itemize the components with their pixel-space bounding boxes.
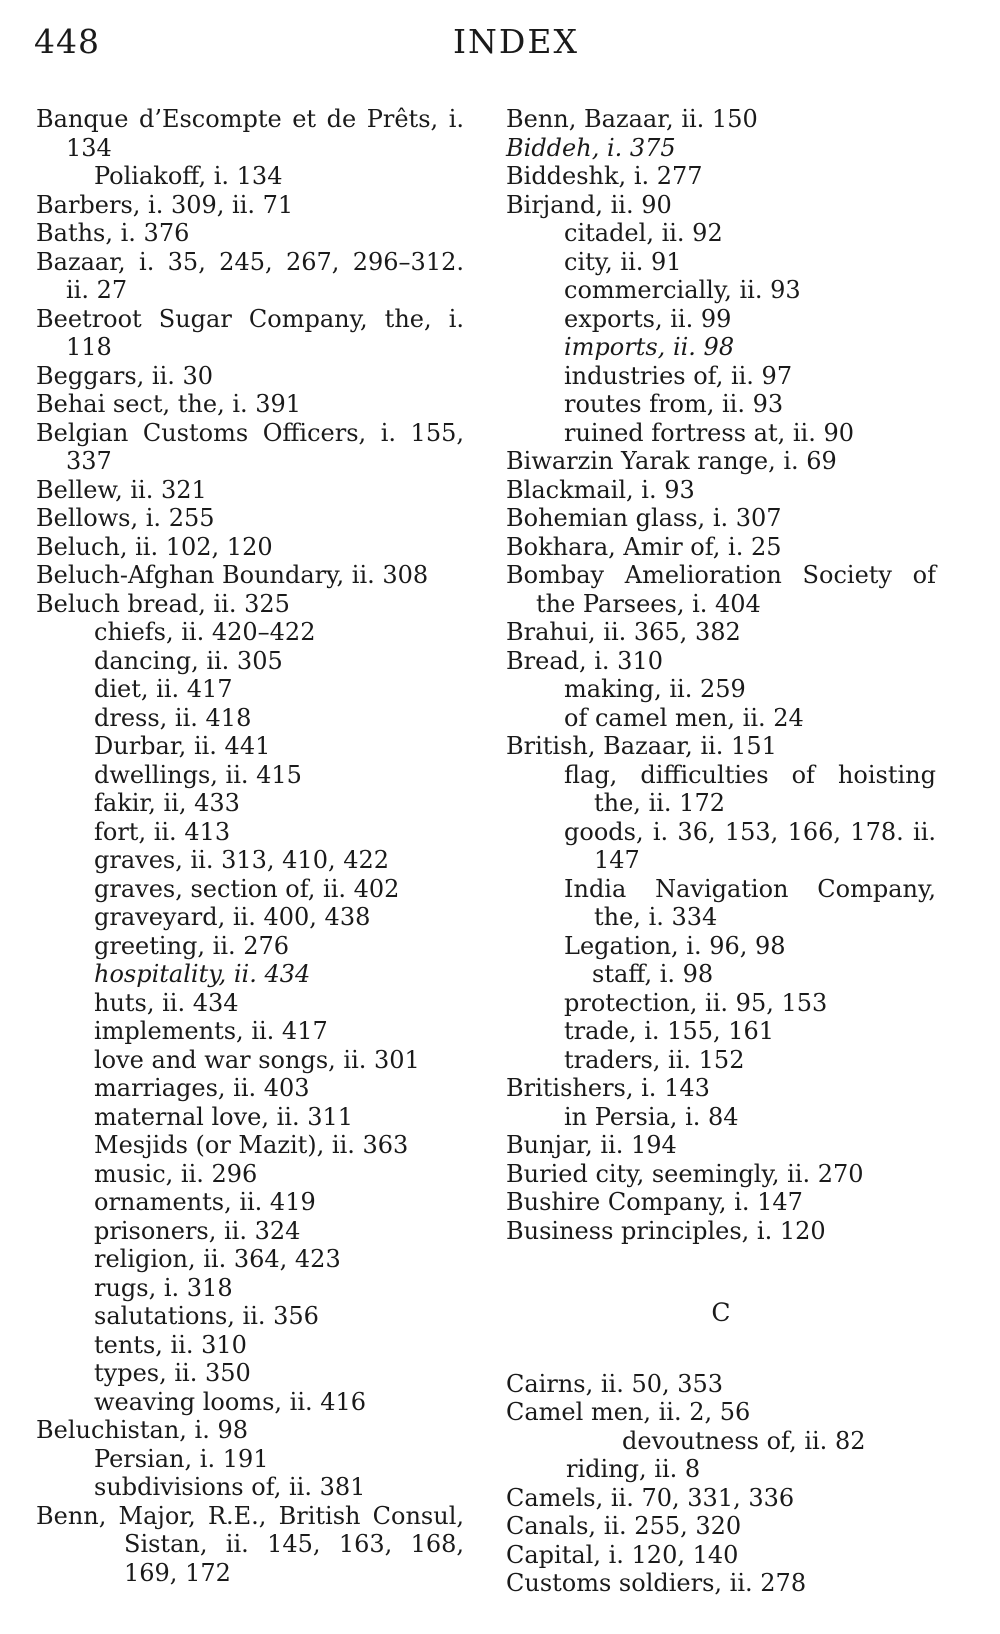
page-number: 448 (34, 22, 100, 61)
index-subentry: chiefs, ii. 420–422 (94, 618, 316, 646)
index-subentry: prisoners, ii. 324 (94, 1216, 301, 1245)
section-heading: C (711, 1298, 731, 1327)
index-subentry: traders, ii. 152 (564, 1045, 745, 1074)
index-entry: Britishers, i. 143 (506, 1074, 710, 1102)
index-subentry: ornaments, ii. 419 (94, 1188, 316, 1216)
index-entry: Beetroot Sugar Company, the, i. 118 (36, 304, 464, 361)
index-subentry: dancing, ii. 305 (94, 646, 283, 675)
index-entry: Bohemian glass, i. 307 (506, 504, 782, 532)
index-subentry: hospitality, ii. 434 (94, 960, 311, 988)
index-entry: Business principles, i. 120 (506, 1216, 826, 1245)
index-entry: Baths, i. 376 (36, 219, 190, 247)
index-entry: Bushire Company, i. 147 (506, 1188, 803, 1216)
index-subentry: implements, ii. 417 (94, 1017, 328, 1045)
index-subentry: tents, ii. 310 (94, 1330, 247, 1359)
index-entry: British, Bazaar, ii. 151 (506, 732, 777, 760)
index-column-left (36, 105, 464, 1587)
index-subentry: dress, ii. 418 (94, 703, 252, 732)
index-subentry: love and war songs, ii. 301 (94, 1045, 420, 1074)
index-entry: Canals, ii. 255, 320 (506, 1512, 742, 1540)
index-subentry: in Persia, i. 84 (564, 1102, 739, 1131)
index-subentry: routes from, ii. 93 (564, 390, 784, 418)
index-subentry: Legation, i. 96, 98 (564, 931, 786, 960)
index-entry: Beluch bread, ii. 325 (36, 589, 290, 618)
index-entry: Beluch, ii. 102, 120 (36, 532, 273, 561)
index-entry: Buried city, seemingly, ii. 270 (506, 1159, 864, 1188)
index-subentry: commercially, ii. 93 (564, 276, 801, 304)
index-subentry: imports, ii. 98 (564, 333, 735, 361)
index-subentry: making, ii. 259 (564, 675, 746, 703)
index-entry: Bread, i. 310 (506, 646, 663, 675)
index-subentry: staff, i. 98 (592, 960, 714, 988)
index-subentry: graves, ii. 313, 410, 422 (94, 846, 390, 874)
index-entry: Barbers, i. 309, ii. 71 (36, 190, 294, 219)
index-subentry: marriages, ii. 403 (94, 1074, 310, 1102)
index-column-right (506, 105, 936, 1598)
index-subentry: religion, ii. 364, 423 (94, 1245, 341, 1273)
index-subentry: fort, ii. 413 (94, 817, 231, 846)
index-entry: Benn, Major, R.E., British Consul, Sistan, ii. 145, 163, 168, 169, 172 (36, 1501, 464, 1587)
index-entry: Customs soldiers, ii. 278 (506, 1569, 807, 1597)
index-subentry: Durbar, ii. 441 (94, 732, 271, 760)
index-subentry: ruined fortress at, ii. 90 (564, 418, 855, 447)
index-subentry: trade, i. 155, 161 (564, 1017, 775, 1045)
index-subentry: India Navigation Company, the, i. 334 (564, 874, 936, 931)
index-entry: Bazaar, i. 35, 245, 267, 296–312. ii. 27 (36, 247, 464, 304)
index-subentry: citadel, ii. 92 (564, 219, 723, 247)
index-entry: Belgian Customs Officers, i. 155, 337 (36, 418, 464, 475)
index-entry: Camels, ii. 70, 331, 336 (506, 1483, 795, 1512)
index-entry: Beggars, ii. 30 (36, 361, 214, 390)
index-entry: Bellew, ii. 321 (36, 475, 207, 504)
index-subentry: graves, section of, ii. 402 (94, 874, 400, 903)
index-subentry: salutations, ii. 356 (94, 1302, 319, 1330)
index-entry: Bellows, i. 255 (36, 504, 215, 532)
index-subentry: exports, ii. 99 (564, 304, 732, 333)
index-entry: Biwarzin Yarak range, i. 69 (506, 447, 837, 475)
index-entry: Biddeh, i. 375 (506, 133, 676, 162)
index-entry: Bombay Amelioration Society of the Parsees, i. 404 (506, 561, 936, 618)
index-entry: Bunjar, ii. 194 (506, 1131, 677, 1159)
index-entry: Behai sect, the, i. 391 (36, 390, 302, 418)
index-entry: Brahui, ii. 365, 382 (506, 618, 741, 646)
index-entry: Cairns, ii. 50, 353 (506, 1369, 724, 1398)
index-entry: Birjand, ii. 90 (506, 190, 672, 219)
index-entry: Banque d’Escompte et de Prêts, i. 134 (36, 105, 464, 162)
index-subentry: protection, ii. 95, 153 (564, 988, 828, 1017)
index-subentry: devoutness of, ii. 82 (622, 1426, 866, 1455)
index-subentry: graveyard, ii. 400, 438 (94, 903, 371, 931)
index-subentry: weaving looms, ii. 416 (94, 1387, 367, 1416)
index-entry: Capital, i. 120, 140 (506, 1540, 739, 1569)
index-subentry: industries of, ii. 97 (564, 361, 793, 390)
index-subentry: types, ii. 350 (94, 1359, 251, 1387)
index-subentry: greeting, ii. 276 (94, 931, 290, 960)
index-subentry: maternal love, ii. 311 (94, 1102, 354, 1131)
index-subentry: dwellings, ii. 415 (94, 760, 302, 789)
index-subentry: of camel men, ii. 24 (564, 703, 804, 732)
index-subentry: rugs, i. 318 (94, 1273, 233, 1302)
index-subentry: huts, ii. 434 (94, 988, 239, 1017)
index-subentry: Mesjids (or Mazit), ii. 363 (94, 1131, 409, 1159)
index-subentry: diet, ii. 417 (94, 675, 233, 703)
index-entry: Beluch-Afghan Boundary, ii. 308 (36, 561, 429, 589)
index-entry: Beluchistan, i. 98 (36, 1416, 249, 1444)
index-subentry: Persian, i. 191 (94, 1444, 269, 1473)
index-entry: Biddeshk, i. 277 (506, 162, 703, 190)
index-subentry: goods, i. 36, 153, 166, 178. ii. 147 (564, 817, 936, 874)
page-title: INDEX (453, 22, 579, 61)
index-entry: Bokhara, Amir of, i. 25 (506, 532, 782, 561)
index-subentry: riding, ii. 8 (566, 1455, 701, 1483)
index-subentry: fakir, ii, 433 (94, 789, 240, 817)
index-entry: Blackmail, i. 93 (506, 475, 695, 504)
index-subentry: flag, difficulties of hoisting the, ii. 172 (564, 760, 936, 817)
index-subentry: subdivisions of, ii. 381 (94, 1473, 366, 1501)
index-subentry: city, ii. 91 (564, 247, 682, 276)
index-entry: Benn, Bazaar, ii. 150 (506, 105, 758, 133)
index-subentry: Poliakoff, i. 134 (94, 162, 283, 190)
index-subentry: music, ii. 296 (94, 1159, 258, 1188)
index-entry: Camel men, ii. 2, 56 (506, 1398, 751, 1426)
